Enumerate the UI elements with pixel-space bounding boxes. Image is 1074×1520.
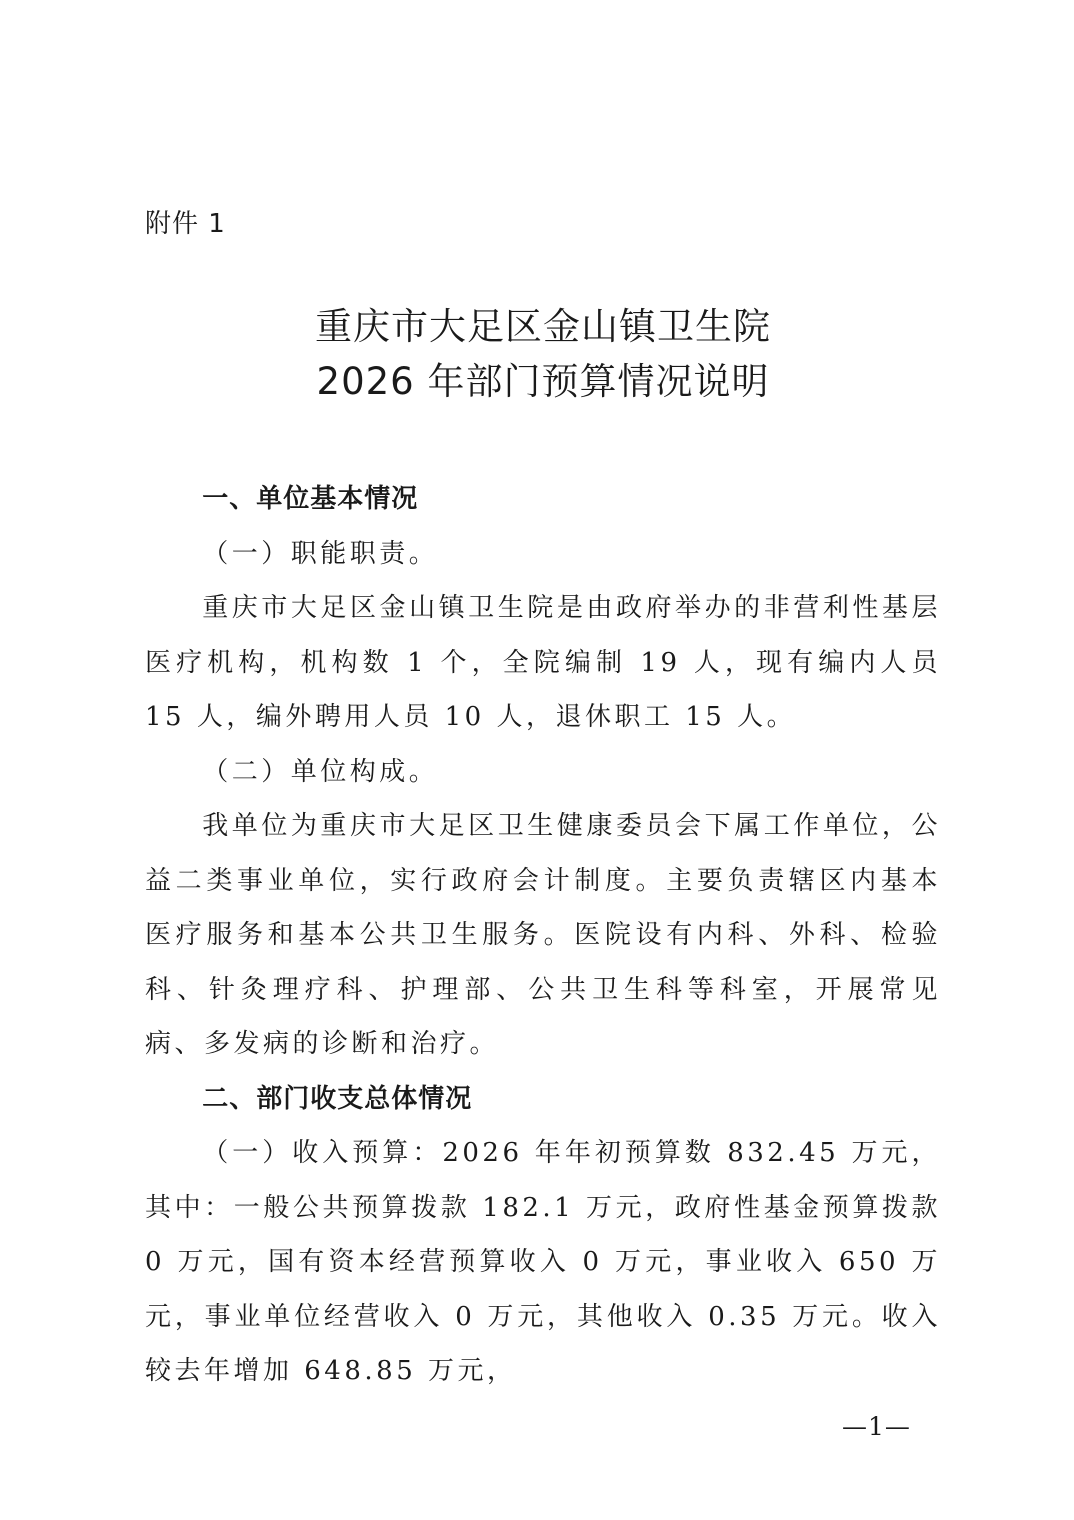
- subheading-composition: （二）单位构成。: [202, 756, 439, 787]
- paragraph-composition: 我单位为重庆市大足区卫生健康委员会下属工作单位，公益二类事业单位，实行政府会计制度。主要负责辖区内基本医疗服务和基本公共卫生服务。医院设有内科、外科、检验科、针灸理疗科、护理部、公共卫生科等科室，开展常见病、多发病的诊断和治疗。: [145, 811, 941, 1059]
- subheading-functions: （一）职能职责。: [202, 538, 439, 569]
- document-title-line-1: 重庆市大足区金山镇卫生院: [315, 305, 771, 348]
- paragraph-functions: 重庆市大足区金山镇卫生院是由政府举办的非营利性基层医疗机构，机构数 1 个，全院编制 19 人，现有编内人员 15 人，编外聘用人员 10 人，退休职工 15 人。: [145, 593, 941, 732]
- page-number: —1—: [842, 1412, 911, 1441]
- section-heading-revenue-expenditure: 二、部门收支总体情况: [202, 1083, 473, 1114]
- section-heading-basic-info: 一、单位基本情况: [202, 484, 419, 514]
- paragraph-revenue-budget: （一）收入预算：2026 年年初预算数 832.45 万元，其中：一般公共预算拨款 182.1 万元，政府性基金预算拨款 0 万元，国有资本经营预算收入 0 万元，事业收入 650 万元，事业单位经营收入 0 万元，其他收入 0.35 万元。收入较去年增加 648.85 万元，: [145, 1138, 941, 1386]
- document-title-line-2: 2026 年部门预算情况说明: [316, 360, 770, 403]
- attachment-label: 附件 1: [145, 209, 226, 239]
- document-body: [145, 472, 941, 1399]
